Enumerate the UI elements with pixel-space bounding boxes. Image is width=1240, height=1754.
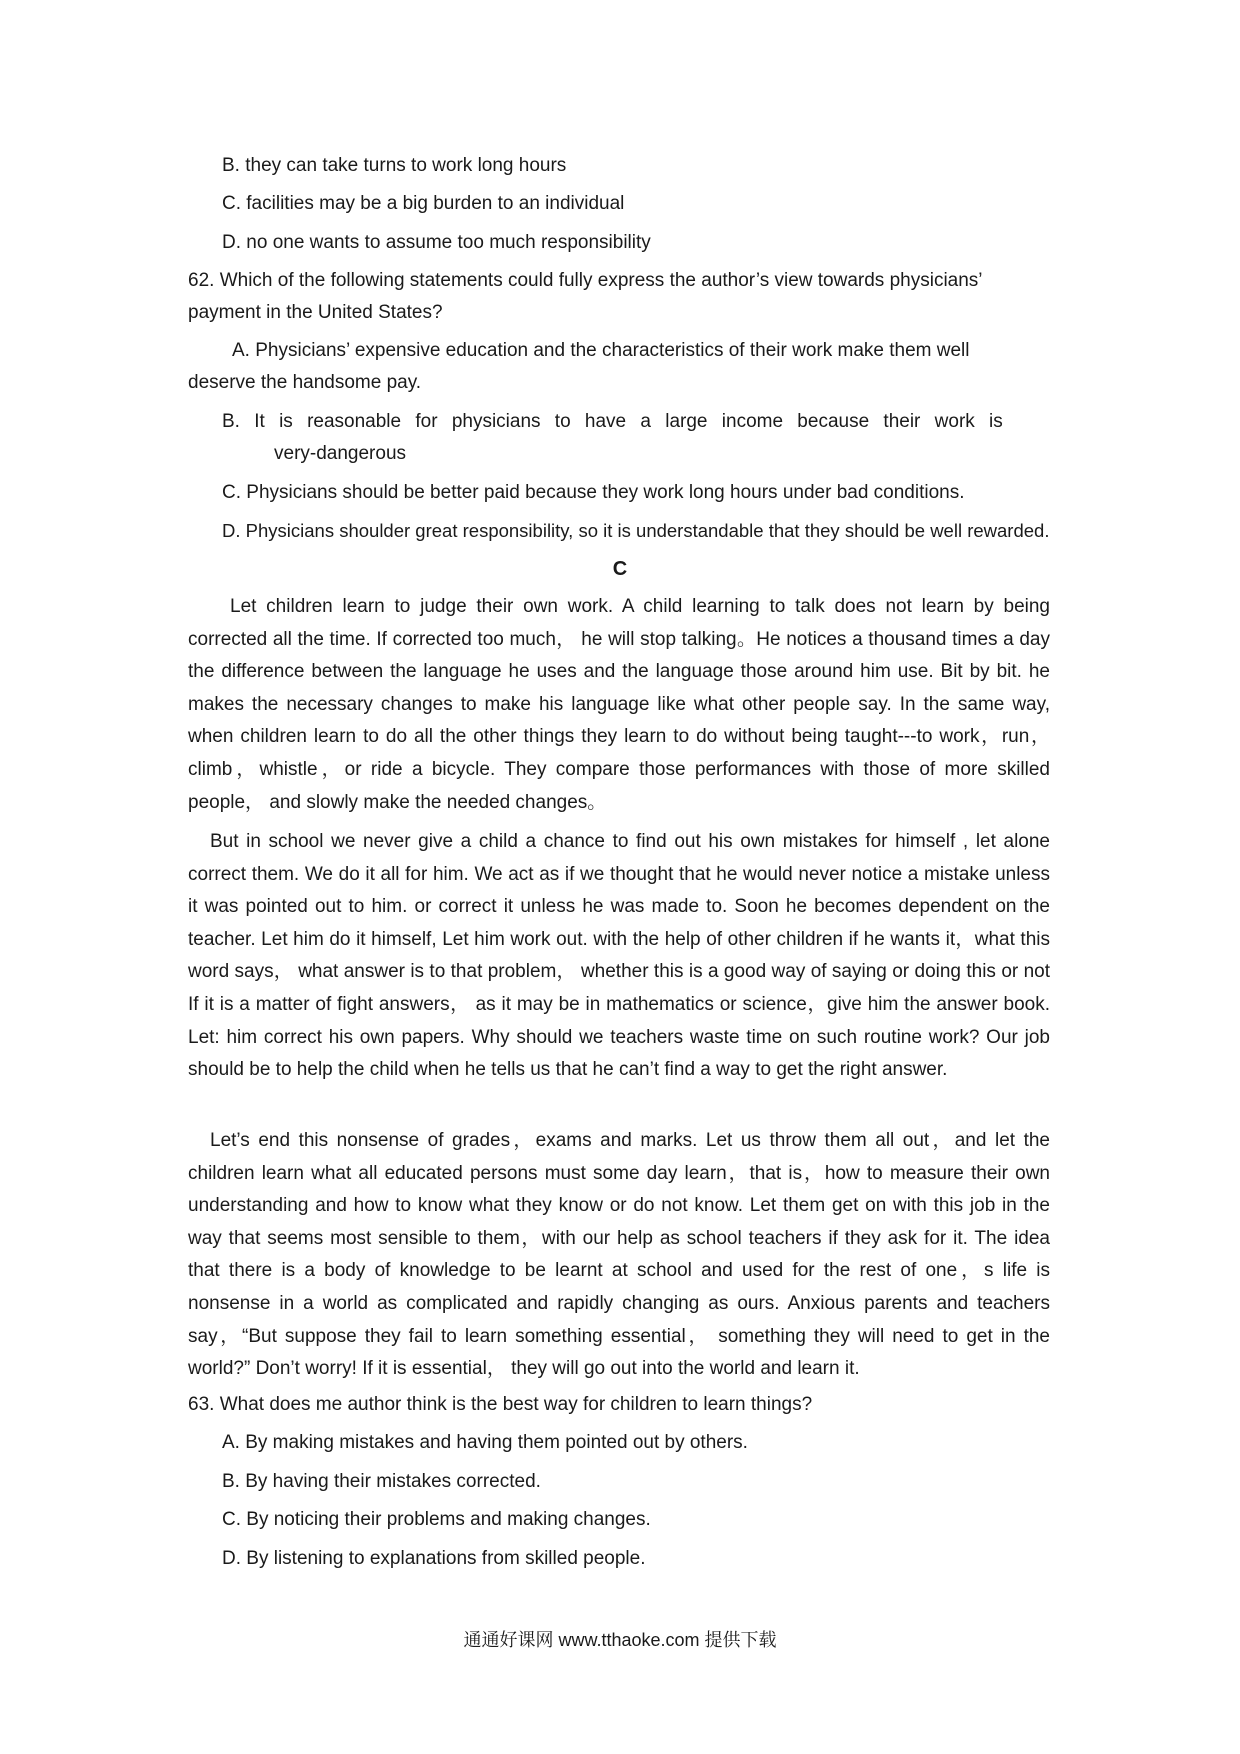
q61-option-b: B. they can take turns to work long hours <box>222 155 567 176</box>
q62-option-b-line2: very-dangerous <box>274 443 407 464</box>
q62-option-d: D. Physicians shoulder great responsibility, so it is understandable that they should be well rewarded. <box>222 520 1050 541</box>
q62-option-b-line1: B. It is reasonable for physicians to have a large income because their work is <box>222 411 1003 432</box>
passage-paragraph-3: Let’s end this nonsense of grades，exams and marks. Let us throw them all out，and let the children learn what all educated persons must some day learn，that is，how to measure their own understanding and how to know what they know or do not know. Let them get on with this job in the way that seems most sensible to them，with our help as school teachers if they ask for it. The idea that there is a body of knowledge to be learnt at school and used for the rest of one，s life is nonsense in a world as complicated and rapidly changing as ours. Anxious parents and teachers say，“But suppose they fail to learn something essential， something they will need to get in the world?” Don’t worry! If it is essential， they will go out into the world and learn it. <box>188 1130 1050 1380</box>
q62-option-a-line2: deserve the handsome pay. <box>188 372 422 393</box>
passage-paragraph-2: But in school we never give a child a chance to find out his own mistakes for himself , let alone correct them. We do it all for him. We act as if we thought that he would never notice a mistake unless it was pointed out to him. or correct it unless he was made to. Soon he becomes dependent on the teacher. Let him do it himself, Let him work out. with the help of other children if he wants it，what this word says， what answer is to that problem， whether this is a good way of saying or doing this or not If it is a matter of fight answers， as it may be in mathematics or science，give him the answer book. Let: him correct his own papers. Why should we teachers waste time on such routine work? Our job should be to help the child when he tells us that he can’t find a way to get the right answer. <box>188 831 1050 1081</box>
page-footer: 通通好课网 www.tthaoke.com 提供下载 <box>463 1630 777 1650</box>
q61-option-c: C. facilities may be a big burden to an individual <box>222 193 625 214</box>
q63-stem: 63. What does me author think is the best way for children to learn things? <box>188 1394 813 1415</box>
q62-stem-line1: 62. Which of the following statements could fully express the author’s view towards physicians’ <box>188 270 983 291</box>
q63-option-d: D. By listening to explanations from skilled people. <box>222 1548 646 1569</box>
q62-option-a-line1: A. Physicians’ expensive education and the characteristics of their work make them well <box>232 340 970 361</box>
q62-option-c: C. Physicians should be better paid because they work long hours under bad conditions. <box>222 482 965 503</box>
q61-option-d: D. no one wants to assume too much responsibility <box>222 232 651 253</box>
section-heading: C <box>612 558 628 580</box>
q63-option-b: B. By having their mistakes corrected. <box>222 1471 541 1492</box>
q63-option-a: A. By making mistakes and having them pointed out by others. <box>222 1432 748 1453</box>
passage-paragraph-1: Let children learn to judge their own work. A child learning to talk does not learn by being corrected all the time. If corrected too much， he will stop talking。He notices a thousand times a day the difference between the language he uses and the language those around him use. Bit by bit. he makes the necessary changes to make his language like what other people say. In the same way, when children learn to do all the other things they learn to do without being taught---to work，run，climb，whistle，or ride a bicycle. They compare those performances with those of more skilled people， and slowly make the needed changes。 <box>188 596 1050 813</box>
q63-option-c: C. By noticing their problems and making changes. <box>222 1509 651 1530</box>
q62-stem-line2: payment in the United States? <box>188 302 443 323</box>
